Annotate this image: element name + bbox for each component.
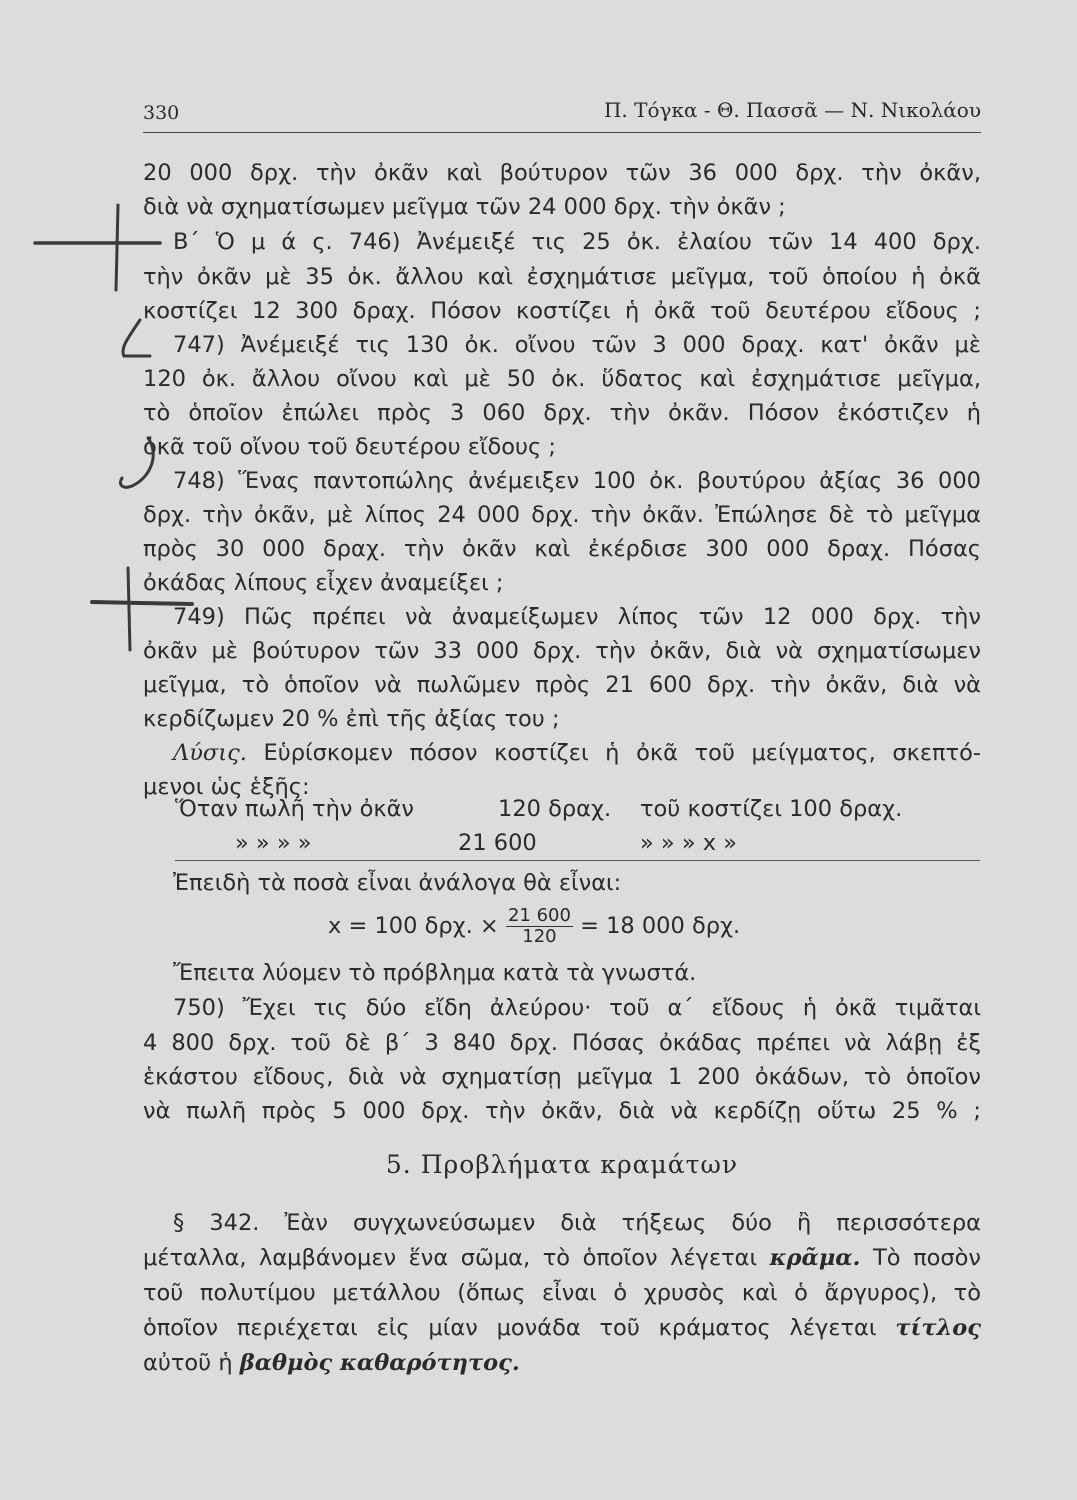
page-header [143,92,981,133]
running-title: Π. Τόγκα - Θ. Πασσᾶ — Ν. Νικολάου [603,98,981,122]
paragraph-line: τοῦ πολυτίμου μετάλλου (ὅπως εἶναι ὁ χρυσὸς καὶ ὁ ἄργυρος), τὸ [143,1280,981,1306]
paragraph-line [143,1313,981,1343]
term-kramma: κρᾶμα. [769,1245,861,1271]
equation [328,902,740,950]
paragraph-text: μέταλλα, λαμβάνομεν ἕνα σῶμα, τὸ ὁποῖον λέγεται [143,1245,758,1271]
text-line: κερδίζωμεν 20 % ἐπὶ τῆς ἀξίας του ; [143,706,560,732]
text-line: 20 000 δρχ. τὴν ὀκᾶν καὶ βούτυρον τῶν 36 000 δρχ. τὴν ὀκᾶν, [143,160,981,186]
proportion-row-2-col-b: 21 600 [458,830,537,856]
solution-line: Ἔπειτα λύομεν τὸ πρόβλημα κατὰ τὰ γνωστά. [173,960,697,986]
proportion-row-2-col-a: » » » » [235,830,312,856]
text-line: 748) Ἕνας παντοπώλης ἀνέμειξεν 100 ὀκ. βουτύρου ἀξίας 36 000 [173,468,981,494]
paragraph-text: Τὸ ποσὸν [873,1245,981,1271]
text-line: τὴν ὀκᾶν μὲ 35 ὀκ. ἄλλου καὶ ἐσχημάτισε μεῖγμα, τοῦ ὁποίου ἡ ὀκᾶ [143,264,981,290]
text-line: δρχ. τὴν ὀκᾶν, μὲ λίπος 24 000 δρχ. τὴν ὀκᾶν. Ἐπώλησε δὲ τὸ μεῖγμα [143,502,981,528]
proportion-row-1-col-a: Ὅταν πωλῆ τὴν ὀκᾶν [175,796,414,822]
text-line: 4 800 δρχ. τοῦ δὲ β΄ 3 840 δρχ. Πόσας ὀκάδας πρέπει νὰ λάβῃ ἐξ [143,1030,981,1056]
proportion-row-1-col-b: 120 δραχ. [498,796,612,822]
proportion-row-2-col-c: » » » x » [640,830,737,856]
text-line: τὸ ὁποῖον ἐπώλει πρὸς 3 060 δρχ. τὴν ὀκᾶν. Πόσον ἐκόστιζεν ἡ [143,400,981,426]
text-line: 747) Ἀνέμειξέ τις 130 ὀκ. οἴνου τῶν 3 000 δραχ. κατ' ὀκᾶν μὲ [173,332,981,358]
proportion-row-1-col-c: τοῦ κοστίζει 100 δραχ. [640,796,903,822]
solution-line: Ἐπειδὴ τὰ ποσὰ εἶναι ἀνάλογα θὰ εἶναι: [173,870,622,896]
text-line: Β΄ Ὁ μ ά ς. 746) Ἀνέμειξέ τις 25 ὀκ. ἐλαίου τῶν 14 400 δρχ. [173,229,981,255]
text-line: 749) Πῶς πρέπει νὰ ἀναμείξωμεν λίπος τῶν 12 000 δρχ. τὴν [173,604,981,630]
text-line: μεῖγμα, τὸ ὁποῖον νὰ πωλῶμεν πρὸς 21 600 δρχ. τὴν ὀκᾶν, διὰ νὰ [143,672,981,698]
term-titlos: τίτλος [895,1315,981,1341]
paragraph-text: ὁποῖον περιέχεται εἰς μίαν μονάδα τοῦ κράματος λέγεται [143,1315,877,1341]
equation-left: x = 100 δρχ. × [328,913,499,939]
fraction-numerator: 21 600 [507,905,571,926]
text-line: πρὸς 30 000 δραχ. τὴν ὀκᾶν καὶ ἐκέρδισε 300 000 δραχ. Πόσας [143,536,981,562]
fraction-denominator: 120 [522,926,557,947]
equation-fraction [506,906,573,947]
table-rule [175,860,980,861]
text-line: 120 ὀκ. ἄλλου οἴνου καὶ μὲ 50 ὀκ. ὕδατος καὶ ἐσχημάτισε μεῖγμα, [143,366,981,392]
section-heading: 5. Προβλήματα κραμάτων [385,1150,739,1179]
solution-text: Εὑρίσκομεν πόσον κοστίζει ἡ ὀκᾶ τοῦ μείγματος, σκεπτό- [263,740,981,766]
solution-line [143,738,981,768]
text-line: 750) Ἔχει τις δύο εἴδη ἀλεύρου· τοῦ α΄ εἴδους ἡ ὀκᾶ τιμᾶται [173,995,981,1021]
paragraph-line: § 342. Ἐὰν συγχωνεύσωμεν διὰ τήξεως δύο ἢ περισσότερα [173,1210,981,1236]
text-line: ὀκᾶν μὲ βούτυρον τῶν 33 000 δρχ. τὴν ὀκᾶν, διὰ νὰ σχηματίσωμεν [143,638,981,664]
term-vathmos: βαθμὸς καθαρότητος. [239,1350,520,1376]
solution-label: Λύσις. [173,740,247,766]
paragraph-line [143,1348,981,1378]
page-number: 330 [143,102,180,124]
paragraph-line [143,1243,981,1273]
equation-right: = 18 000 δρχ. [580,913,741,939]
text-line: ἑκάστου εἴδους, διὰ νὰ σχηματίσῃ μεῖγμα 1 200 ὀκάδων, τὸ ὁποῖον [143,1064,981,1090]
solution-line: μενοι ὡς ἑξῆς: [143,774,310,800]
cross-mark-vertical [116,205,118,290]
text-line: νὰ πωλῆ πρὸς 5 000 δρχ. τὴν ὀκᾶν, διὰ νὰ κερδίζῃ οὕτω 25 % ; [143,1098,981,1124]
text-line: διὰ νὰ σχηματίσωμεν μεῖγμα τῶν 24 000 δρχ. τὴν ὀκᾶν ; [143,194,786,220]
cross-mark-2-vertical [128,568,130,650]
text-line: ὀκάδας λίπους εἶχεν ἀναμείξει ; [143,570,504,596]
paragraph-text: αὐτοῦ ἡ [143,1350,233,1376]
text-line: ὀκᾶ τοῦ οἴνου τοῦ δευτέρου εἴδους ; [143,434,556,460]
text-line: κοστίζει 12 300 δραχ. Πόσον κοστίζει ἡ ὀκᾶ τοῦ δευτέρου εἴδους ; [143,298,981,324]
